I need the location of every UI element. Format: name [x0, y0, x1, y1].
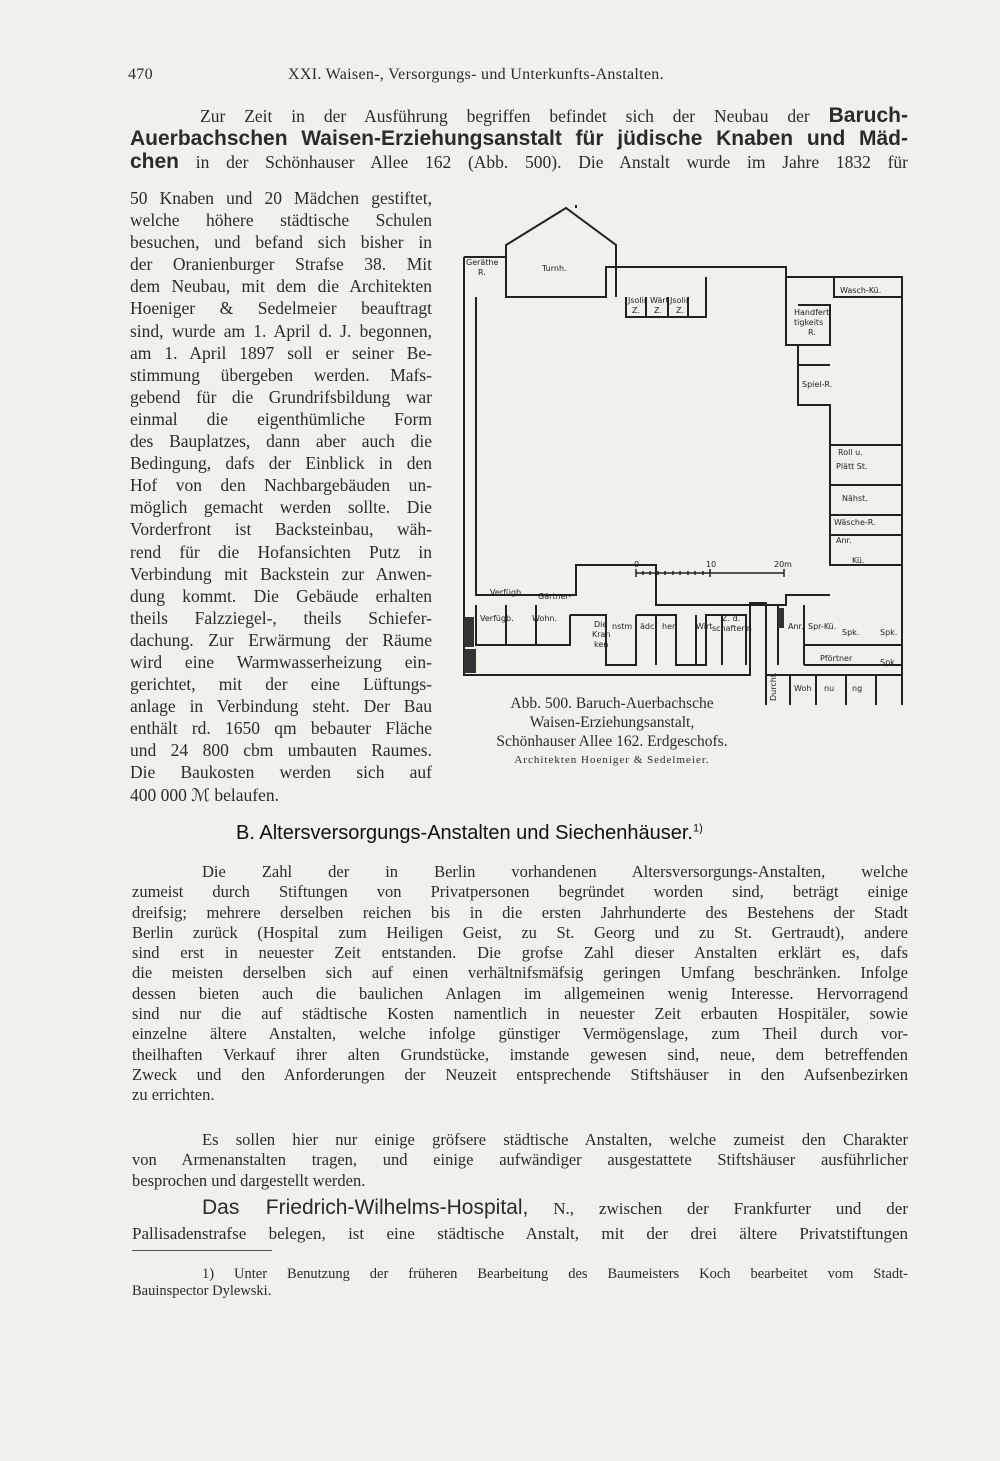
text-line: Vorderfront ist Backsteinbau, wäh-: [130, 519, 432, 540]
text-line: wird eine Warmwasserheizung ein-: [130, 651, 432, 672]
intro-line: [130, 150, 908, 173]
plan-label: Durchf.: [769, 672, 778, 701]
plan-label: Spk.: [880, 658, 898, 667]
intro-text: Zur Zeit in der Ausführung begriffen befindet sich der Neubau der: [200, 106, 810, 126]
text-line: gebend für die Grundrifsbildung war: [130, 386, 432, 407]
text-line: stimmung übergeben werden. Mafs-: [130, 364, 432, 385]
scale-label: 0: [634, 560, 640, 569]
institution-name: Auerbachschen Waisen-Erziehungsanstalt für jüdische Knaben und Mäd-: [130, 127, 908, 150]
intro-paragraph: [130, 104, 908, 173]
text-line: am 1. April 1897 soll er seiner Be-: [130, 342, 432, 363]
section-paragraph: [132, 1130, 908, 1191]
text-line: dachung. Zur Erwärmung der Räume: [130, 629, 432, 650]
hospital-line: Pallisadenstrafse belegen, ist eine städtische Anstalt, mit der drei ältere Privatstiftungen: [132, 1224, 908, 1243]
text-line: dessen bieten auch die baulichen Anlagen im allgemeinen wenig Interesse. Hervorragend: [132, 983, 908, 1003]
text-line: enthält rd. 1650 qm bebauter Fläche: [130, 718, 432, 739]
plan-label: Z. d.: [722, 614, 741, 623]
footnote-rule: [132, 1250, 272, 1251]
plan-label: ken: [594, 640, 609, 649]
text-line: rend für die Hofansichten Putz in: [130, 541, 432, 562]
text-line: von Armenanstalten tragen, und einige aufwändiger ausgestattete Stiftshäuser ausführlicher: [132, 1150, 908, 1170]
text-line: des Bauplatzes, dann aber auch die: [130, 431, 432, 452]
text-line: 400 000 ℳ belaufen.: [130, 784, 279, 805]
plan-label: Verfügb.: [490, 588, 524, 597]
text-line: Zweck und den Anforderungen der Neuzeit entsprechende Stiftshäuser in den Aufsenbezirken: [132, 1064, 908, 1084]
caption-architects: Architekten Hoeniger & Sedelmeier.: [514, 754, 710, 766]
page-number: 470: [128, 66, 153, 83]
plan-label: Turnh.: [542, 264, 567, 273]
text-line: Die Baukosten werden sich auf: [130, 762, 432, 783]
text-line: Verbindung mit Backstein zur Anwen-: [130, 563, 432, 584]
text-line: dreifsig; mehrere derselben reichen bis in die ersten Jahrhunderte des Bestehens der Stadt: [132, 902, 908, 922]
footnote-line: 1) Unter Benutzung der früheren Bearbeitung des Baumeisters Koch bearbeitet vom Stadt-: [202, 1266, 908, 1282]
plan-label: R.: [808, 328, 816, 337]
plan-label: Roll u.: [838, 448, 863, 457]
plan-label: hen: [662, 622, 678, 631]
floor-plan: [456, 205, 912, 705]
intro-line: [130, 104, 908, 127]
text-line: zu errichten.: [132, 1085, 215, 1105]
text-line: theils Falzziegel-, theils Schiefer-: [130, 607, 432, 628]
text-line: möglich gemacht werden sollte. Die: [130, 497, 432, 518]
plan-label: Spk.: [880, 628, 898, 637]
text-line: 50 Knaben und 20 Mädchen gestiftet,: [130, 188, 432, 208]
caption-line: Abb. 500. Baruch-Auerbachsche: [510, 695, 714, 712]
hospital-text: N., zwischen der Frankfurter und der: [553, 1199, 909, 1218]
left-column-text: [130, 188, 432, 807]
plan-label: Anr.: [836, 536, 852, 545]
text-line: welche höhere städtische Schulen: [130, 210, 432, 231]
plan-label: Wärt: [650, 296, 669, 305]
plan-label: Spiel-R.: [802, 380, 833, 389]
plan-label: Pförtner: [820, 654, 853, 663]
text-line: sind, wurde am 1. April d. J. begonnen,: [130, 320, 432, 341]
hospital-paragraph: [132, 1196, 908, 1248]
plan-label: Z.: [676, 306, 685, 315]
text-line: gerichtet, mit der eine Lüftungs-: [130, 674, 432, 695]
plan-label: Gärtner-: [538, 592, 572, 601]
plan-label: Wäsche-R.: [834, 518, 876, 527]
caption-line: Waisen-Erziehungsanstalt,: [529, 714, 695, 731]
plan-label: tigkeits: [794, 318, 824, 327]
plan-label: Nähst.: [842, 494, 868, 503]
plan-label: Die: [594, 620, 608, 629]
running-title: XXI. Waisen-, Versorgungs- und Unterkunfts-Anstalten.: [288, 66, 664, 83]
hospital-title: Das Friedrich-Wilhelms-Hospital,: [202, 1196, 529, 1219]
text-line: theilhaften Verkauf ihrer alten Grundstücke, imstande gewesen sind, neue, dem betreffenden: [132, 1044, 908, 1064]
plan-label: ädc: [640, 622, 655, 631]
plan-label: Wasch-Kü.: [840, 286, 882, 295]
footnote: [132, 1266, 908, 1300]
plan-label: ng: [852, 684, 863, 693]
plan-label: Wirt: [696, 622, 713, 631]
text-line: Es sollen hier nur einige gröfsere städtische Anstalten, welche zumeist den Charakter: [202, 1130, 908, 1149]
plan-label: Wohn.: [532, 614, 558, 623]
text-line: und 24 800 cbm umbauten Raumes.: [130, 740, 432, 761]
hospital-line: [132, 1196, 908, 1222]
text-line: anlage in Verbindung steht. Der Bau: [130, 696, 432, 717]
text-line: dung kommt. Die Gebäude erhalten: [130, 585, 432, 606]
plan-label: Spr-Kü.: [808, 622, 837, 631]
plan-label: Handfert: [794, 308, 830, 317]
text-line: dem Neubau, mit dem die Architekten: [130, 276, 432, 297]
intro-text: in der Schönhauser Allee 162 (Abb. 500). Die Anstalt wurde im Jahre 1832 für: [195, 152, 908, 172]
figure-caption: [462, 694, 762, 770]
page-header: [128, 66, 908, 90]
scale-label: 10: [706, 560, 717, 569]
plan-label: Kü.: [852, 556, 865, 565]
section-title: B. Altersversorgungs-Anstalten und Siechenhäuser.: [236, 822, 693, 844]
text-line: zumeist durch Stiftungen von Privatpersonen begründet worden sind, beträgt einige: [132, 882, 908, 902]
caption-line: Schönhauser Allee 162. Erdgeschofs.: [496, 733, 728, 750]
section-heading: [236, 822, 703, 845]
text-line: besprochen und dargestellt werden.: [132, 1170, 366, 1190]
text-line: Hof von den Nachbargebäuden un-: [130, 475, 432, 496]
text-line: besuchen, und befand sich bisher in: [130, 232, 432, 253]
text-line: sind nur die auf städtische Kosten namentlich in neuester Zeit erbauten Hospitäler, sowie: [132, 1004, 908, 1024]
text-line: sind erst in neuester Zeit entstanden. Die grofse Zahl dieser Anstalten erklärt es, dafs: [132, 943, 908, 963]
scale-label: 20m: [774, 560, 792, 569]
plan-label: Geräthe: [466, 258, 499, 267]
plan-label: Z.: [632, 306, 641, 315]
plan-label: Spk.: [842, 628, 860, 637]
plan-label: Verfügb.: [480, 614, 514, 623]
footnote-marker: 1): [692, 822, 703, 835]
text-line: Die Zahl der in Berlin vorhandenen Altersversorgungs-Anstalten, welche: [202, 862, 908, 881]
plan-label: Jsolir: [628, 296, 648, 305]
plan-label: Kran: [592, 630, 611, 639]
plan-label: schafterin: [712, 624, 752, 633]
intro-line: [130, 127, 908, 150]
text-line: der Oranienburger Strafse 38. Mit: [130, 254, 432, 275]
plan-label: nstm: [612, 622, 633, 631]
text-line: einzelne ältere Anstalten, welche infolge günstiger Vermögenslage, zum Theil durch vor-: [132, 1024, 908, 1044]
section-paragraph: [132, 862, 908, 1106]
text-line: einmal die eigenthümliche Form: [130, 408, 432, 429]
plan-label: Plätt St.: [836, 462, 868, 471]
institution-name: Baruch-: [828, 104, 908, 127]
plan-label: Jsolir: [670, 296, 690, 305]
text-line: die meisten derselben sich auf einen verhältnifsmäfsig geringen Umfang beschränken. Infolge: [132, 963, 908, 983]
footnote-line: Bauinspector Dylewski.: [132, 1283, 272, 1299]
text-line: Bedingung, dafs der Einblick in den: [130, 453, 432, 474]
plan-label: R.: [478, 268, 486, 277]
plan-label: Anr.: [788, 622, 804, 631]
text-line: Hoeniger & Sedelmeier beauftragt: [130, 298, 432, 319]
institution-name: chen: [130, 150, 180, 173]
plan-label: Z.: [654, 306, 663, 315]
plan-label: Woh: [794, 684, 812, 693]
text-line: Berlin zurück (Hospital zum Heiligen Geist, zu St. Georg und zu St. Gertraudt), andere: [132, 922, 908, 942]
plan-label: nu: [824, 684, 835, 693]
